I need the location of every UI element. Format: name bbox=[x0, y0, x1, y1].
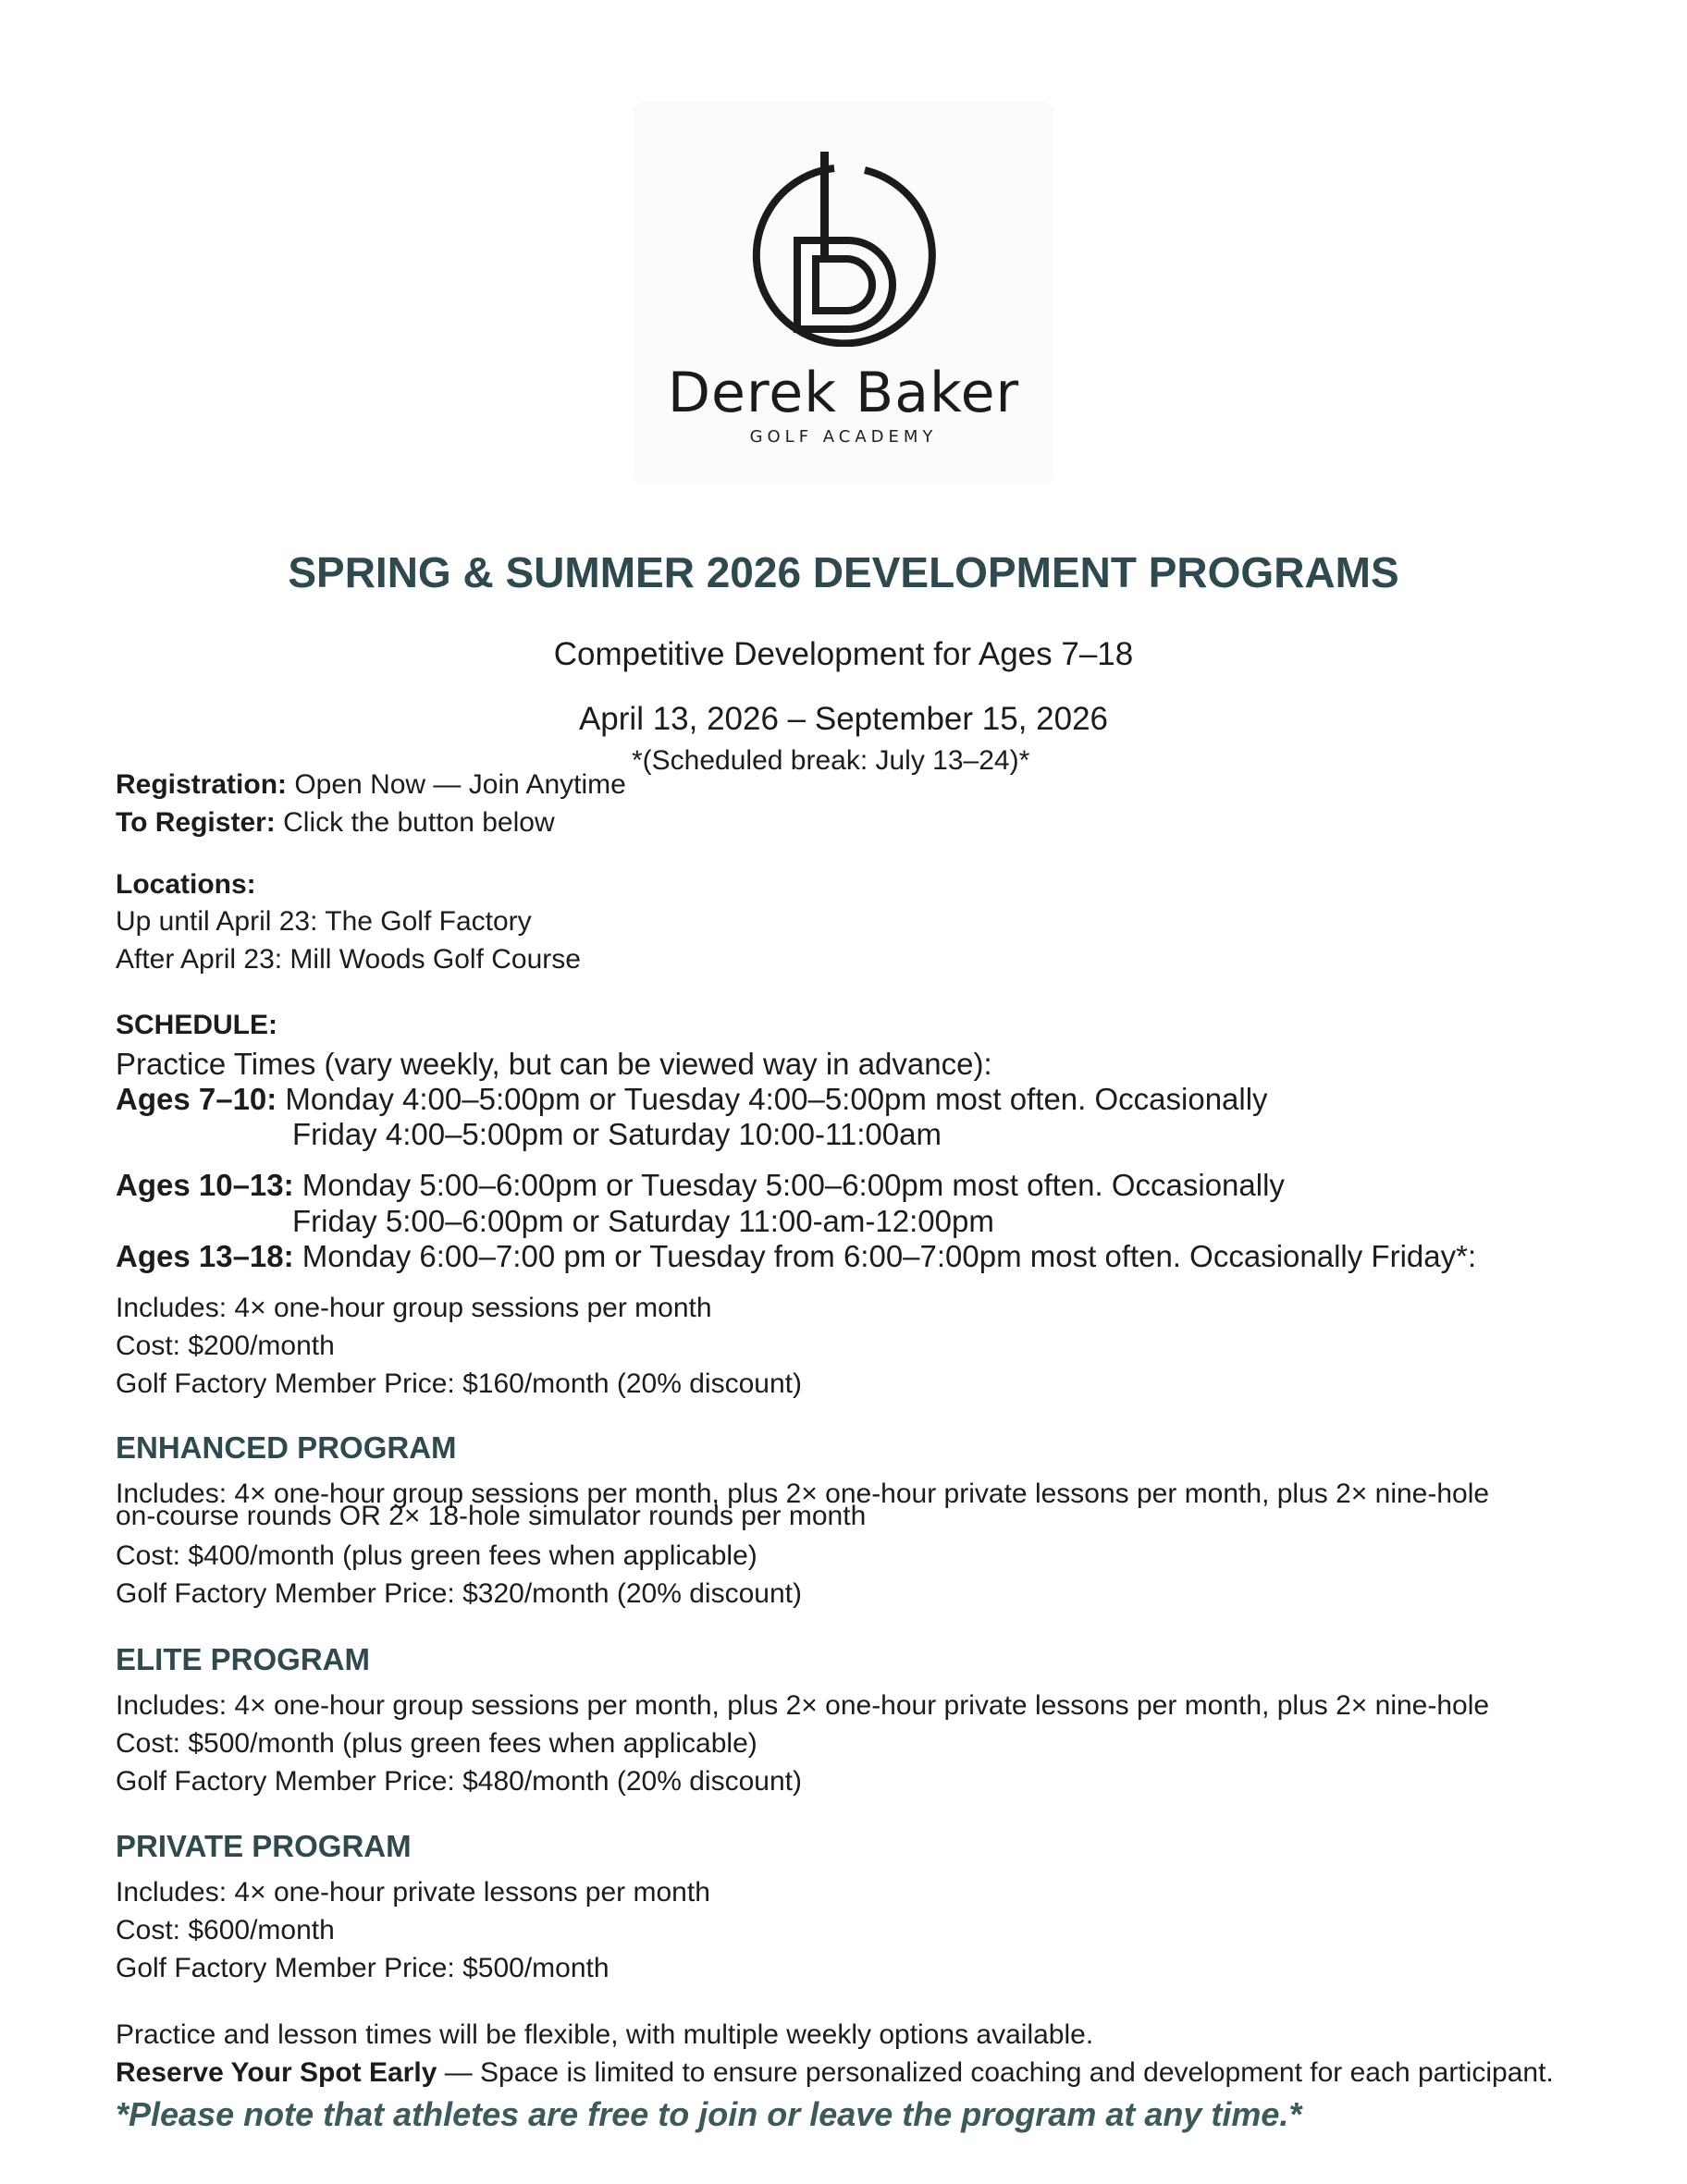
elite-heading: ELITE PROGRAM bbox=[116, 1642, 371, 1676]
to-register-label: To Register: bbox=[116, 807, 276, 838]
elite-cost: Cost: $500/month (plus green fees when applicable) bbox=[116, 1728, 757, 1759]
private-cost: Cost: $600/month bbox=[116, 1915, 335, 1945]
brand-subtitle: GOLF ACADEMY bbox=[749, 427, 938, 447]
base-cost: Cost: $200/month bbox=[116, 1331, 335, 1361]
enhanced-includes: Includes: 4× one-hour group sessions per month, plus 2× one-hour private lessons per month, plus 2× nine-hole bbox=[116, 1478, 1490, 1509]
schedule-intro: Practice Times (vary weekly, but can be viewed way in advance): bbox=[116, 1047, 992, 1081]
enhanced-heading: ENHANCED PROGRAM bbox=[116, 1430, 457, 1465]
location-item: After April 23: Mill Woods Golf Course bbox=[116, 944, 581, 975]
registration-line bbox=[116, 769, 626, 801]
age-label: Ages 10–13: bbox=[116, 1168, 294, 1202]
location-item: Up until April 23: The Golf Factory bbox=[116, 906, 532, 937]
schedule-heading: SCHEDULE: bbox=[116, 1010, 278, 1040]
break-note: *(Scheduled break: July 13–24)* bbox=[632, 745, 1030, 776]
page-title: SPRING & SUMMER 2026 DEVELOPMENT PROGRAMS bbox=[288, 548, 1399, 596]
enhanced-member-price: Golf Factory Member Price: $320/month (20% discount) bbox=[116, 1578, 802, 1609]
registration-value: Open Now — Join Anytime bbox=[287, 769, 626, 800]
schedule-row-7-10: Ages 7–10: Monday 4:00–5:00pm or Tuesday 4:00–5:00pm most often. Occasionally bbox=[116, 1082, 1268, 1116]
age-label: Ages 7–10: bbox=[116, 1082, 277, 1116]
elite-member-price: Golf Factory Member Price: $480/month (20% discount) bbox=[116, 1766, 802, 1797]
to-register-line bbox=[116, 807, 555, 839]
page-subtitle: Competitive Development for Ages 7–18 bbox=[553, 636, 1134, 672]
academy-logo bbox=[634, 102, 1053, 485]
brand-name: Derek Baker bbox=[667, 361, 1020, 425]
flexibility-note: Practice and lesson times will be flexible, with multiple weekly options available. bbox=[116, 2019, 1094, 2050]
enhanced-cost: Cost: $400/month (plus green fees when applicable) bbox=[116, 1540, 757, 1571]
elite-includes: Includes: 4× one-hour group sessions per month, plus 2× one-hour private lessons per month, plus 2× nine-hole bbox=[116, 1690, 1490, 1721]
schedule-row-10-13: Ages 10–13: Monday 5:00–6:00pm or Tuesday 5:00–6:00pm most often. Occasionally bbox=[116, 1168, 1285, 1202]
db-monogram-icon bbox=[746, 148, 941, 347]
schedule-row-7-10-cont: Friday 4:00–5:00pm or Saturday 10:00-11:00am bbox=[292, 1117, 942, 1151]
age-label: Ages 13–18: bbox=[116, 1239, 294, 1273]
schedule-row-13-18: Ages 13–18: Monday 6:00–7:00 pm or Tuesday from 6:00–7:00pm most often. Occasionally Friday*: bbox=[116, 1239, 1477, 1273]
reserve-label: Reserve Your Spot Early bbox=[116, 2057, 437, 2088]
private-includes: Includes: 4× one-hour private lessons per month bbox=[116, 1877, 710, 1908]
base-member-price: Golf Factory Member Price: $160/month (20% discount) bbox=[116, 1368, 802, 1399]
reserve-text: — Space is limited to ensure personalized coaching and development for each participant. bbox=[437, 2057, 1554, 2088]
enhanced-includes-cont: on-course rounds OR 2× 18-hole simulator rounds per month bbox=[116, 1501, 867, 1531]
base-includes: Includes: 4× one-hour group sessions per month bbox=[116, 1293, 712, 1323]
to-register-value: Click the button below bbox=[275, 807, 555, 838]
schedule-row-10-13-cont: Friday 5:00–6:00pm or Saturday 11:00-am-12:00pm bbox=[292, 1204, 994, 1238]
join-leave-note: *Please note that athletes are free to join or leave the program at any time.* bbox=[116, 2095, 1302, 2133]
registration-label: Registration: bbox=[116, 769, 288, 800]
private-heading: PRIVATE PROGRAM bbox=[116, 1829, 412, 1863]
program-dates: April 13, 2026 – September 15, 2026 bbox=[578, 701, 1109, 737]
locations-heading: Locations: bbox=[116, 869, 256, 900]
private-member-price: Golf Factory Member Price: $500/month bbox=[116, 1953, 610, 1983]
reserve-line bbox=[116, 2057, 1554, 2089]
